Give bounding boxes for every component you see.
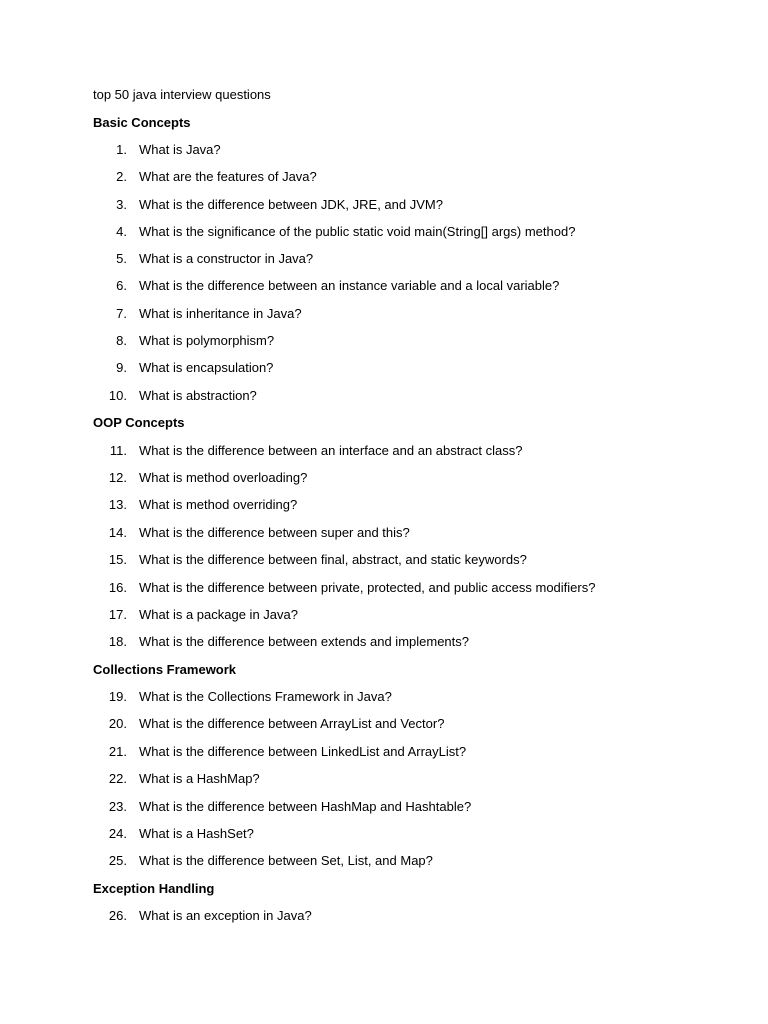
item-number: 19.	[108, 689, 127, 704]
item-number: 22.	[108, 771, 127, 786]
item-text: What is method overriding?	[139, 497, 298, 512]
item-number: 1.	[116, 142, 127, 157]
item-number: 3.	[116, 197, 127, 212]
item-number: 23.	[108, 799, 127, 814]
section-heading-exception-handling: Exception Handling	[93, 881, 215, 896]
item-number: 17.	[108, 607, 127, 622]
item-number: 4.	[116, 224, 127, 239]
item-number: 9.	[116, 360, 127, 375]
item-number: 15.	[108, 552, 127, 567]
item-text: What is the difference between private, protected, and public access modifiers?	[139, 580, 596, 595]
item-text: What are the features of Java?	[139, 169, 317, 184]
item-text: What is a HashMap?	[139, 771, 260, 786]
item-number: 14.	[108, 525, 127, 540]
item-number: 2.	[116, 169, 127, 184]
item-text: What is encapsulation?	[139, 360, 274, 375]
item-text: What is the difference between super and this?	[139, 525, 410, 540]
item-text: What is the significance of the public static void main(String[] args) method?	[139, 224, 576, 239]
item-text: What is Java?	[139, 142, 221, 157]
item-number: 10.	[108, 388, 127, 403]
item-number: 13.	[108, 497, 127, 512]
item-number: 21.	[108, 744, 127, 759]
item-number: 12.	[108, 470, 127, 485]
item-text: What is the difference between HashMap and Hashtable?	[139, 799, 472, 814]
item-text: What is the difference between an interface and an abstract class?	[139, 443, 523, 458]
section-heading-collections-framework: Collections Framework	[93, 662, 237, 677]
item-text: What is an exception in Java?	[139, 908, 312, 923]
item-text: What is the Collections Framework in Java?	[139, 689, 392, 704]
item-number: 20.	[108, 716, 127, 731]
item-number: 24.	[108, 826, 127, 841]
item-text: What is the difference between JDK, JRE, and JVM?	[139, 197, 443, 212]
section-heading-oop-concepts: OOP Concepts	[93, 415, 185, 430]
item-number: 11.	[109, 443, 127, 458]
item-number: 5.	[116, 251, 127, 266]
item-number: 7.	[116, 306, 127, 321]
item-text: What is the difference between LinkedList and ArrayList?	[139, 744, 467, 759]
item-number: 25.	[108, 853, 127, 868]
item-text: What is inheritance in Java?	[139, 306, 302, 321]
item-text: What is the difference between Set, List, and Map?	[139, 853, 433, 868]
item-text: What is the difference between extends and implements?	[139, 634, 470, 649]
item-text: What is polymorphism?	[139, 333, 275, 348]
item-text: What is method overloading?	[139, 470, 308, 485]
item-number: 18.	[108, 634, 127, 649]
item-text: What is a package in Java?	[139, 607, 298, 622]
item-text: What is the difference between ArrayList and Vector?	[139, 716, 445, 731]
item-text: What is a constructor in Java?	[139, 251, 314, 266]
item-number: 26.	[108, 908, 127, 923]
item-number: 6.	[116, 278, 127, 293]
item-text: What is a HashSet?	[139, 826, 254, 841]
item-number: 16.	[108, 580, 127, 595]
item-text: What is the difference between an instance variable and a local variable?	[139, 278, 560, 293]
item-text: What is the difference between final, abstract, and static keywords?	[139, 552, 527, 567]
item-number: 8.	[116, 333, 127, 348]
section-heading-basic-concepts: Basic Concepts	[93, 115, 191, 130]
document-title: top 50 java interview questions	[93, 87, 271, 102]
item-text: What is abstraction?	[139, 388, 257, 403]
